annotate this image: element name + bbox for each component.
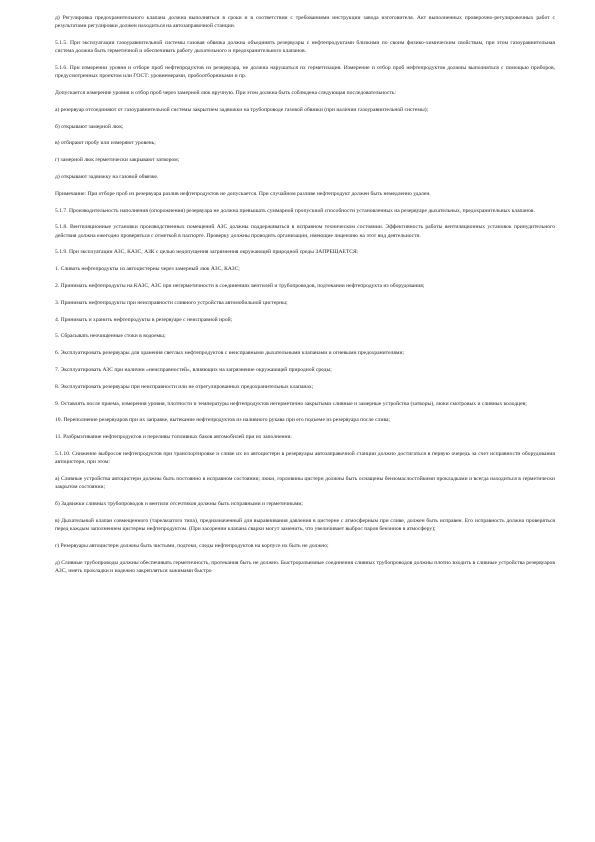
list-item: 4. Принимать и хранить нефтепродукты в резервуаре с неисправной ирой;: [55, 316, 233, 323]
list-item: 8. Эксплуатировать резервуары при неисправности или не отрегулированных предохранительных клапанах;: [55, 383, 314, 390]
list-item: 9. Оставлять после приема, измерения уровня, плотности и температуры нефтепродуктов негерметично закрытыми сливные и замерные устройства (затворы), люки смотровых и сливных колодцев;: [55, 400, 527, 407]
paragraph: 5.1.9. При эксплуатации АЗС, КАЗС, АЗК с целью недопущения загрязнения окружающей природной среды ЗАПРЕЩАЕТСЯ:: [55, 249, 359, 256]
list-item: 2. Принимать нефтепродукты на КАЗС, АЗС при негерметичности в соединениях вентилей и трубопроводов, подтекании нефтепродукта из оборудования;: [55, 282, 425, 289]
paragraph: 5.1.10. Снижение выбросов нефтепродуктов при транспортировке и сливе их из автоцистерн в резервуары автозаправочной станции должно достигаться в первую очередь за счет исправности оборудования автоцистерн, при этом:: [55, 450, 555, 466]
list-item: 3. Принимать нефтепродукты при неисправности сливного устройства автомобильной цистерны;: [55, 299, 288, 306]
paragraph: Допускается измерение уровня и отбор проб через замерной люк вручную. При этом должна быть соблюдена следующая последовательность:: [55, 90, 397, 96]
document-page: [55, 14, 555, 584]
list-item: 5. Сбрасывать неочищенные стоки в водоемы;: [55, 333, 166, 340]
paragraph: 5.1.7. Производительность наполнения (опорожнения) резервуара не должна превышать суммарной пропускной способности установленных на резервуаре дыхательных, предохранительных клапанов.: [55, 207, 535, 214]
list-item: 1. Сливать нефтепродукты из автоцистерны через замерный люк АЗС, КАЗС;: [55, 266, 240, 273]
list-item: б) Задвижки сливных трубопроводов и вентили отсечтиков должны быть исправными и герметичными;: [55, 500, 303, 507]
note-paragraph: Примечание: При отборе проб из резервуара разлив нефтепродуктов не допускается. При случайном разливе нефтепродукт должен быть немедленно удален.: [55, 190, 431, 197]
paragraph: 5.1.6. При измерении уровня и отборе проб нефтепродуктов из резервуара, не должна нарушаться их герметизация. Измерение и отбор проб нефтепродуктов должны выполняться с помощью приборов, предусмотренных проектом или ГОСТ: уровнемерами, пробоотборниками и пр.: [55, 65, 555, 80]
paragraph: б) открывают замерной люк;: [55, 123, 124, 130]
list-item: 10. Переполнение резервуаров при их заправке, вытекание нефтепродуктов из наливного рукава при его подъеме из резервуара после слива;: [55, 417, 391, 424]
paragraph: д) открывают задвижку на газовой обвязке.: [55, 173, 159, 180]
paragraph: в) отбирают пробу или измеряют уровень;: [55, 140, 156, 147]
list-item: а) Сливные устройства автоцистерн должны быть постоянно в исправном состоянии; люки, горловины цистерн должны быть оснащены бензомаслостойкими прокладками и всегда находиться в герметически закрытом состоянии;: [55, 475, 555, 491]
paragraph: 5.1.8. Вентиляционные установки производственных помещений АЗС должны поддерживаться в исправном техническом состоянии. Эффективность работы вентиляционных установок принудительного действия должна ежегодно проверяться с отметкой в паспорте. Проверку должны проводить организации, имеющие лицензию на этот вид деятельности.: [55, 224, 555, 239]
list-item: в) Дыхательный клапан совмещенного (тарельчатого типа), предназначенный для выравнивания давления в цистерне с атмосферным при сливе, должен быть исправен. Его исправность должна проверяться перед каждым заполнением цистерны нефтепродуктом. (При засорении клапана сварки могут заменить, что увеличивает выброс паров бензинов в атмосферу);: [55, 517, 555, 532]
paragraph: 5.1.5. При эксплуатации газоуравнительной системы газовая обвязка должна объединять резервуары с нефтепродуктами близкими по своим физико-химическим свойствам, при этом газоуравнительная система должна быть герметичной и обеспечивать работу дыхательного и предохранительного клапанов.: [55, 40, 555, 55]
paragraph: г) замерной люк герметически закрывают затвором;: [55, 157, 180, 164]
paragraph: д) Регулировка предохранительного клапана должна выполняться в сроки и в соответствии с требованиями инструкции завода изготовителя. Акт выполненных проверочно-регулировочных работ с результатами регулировки должен находиться на автозаправочной станции.: [55, 15, 555, 30]
list-item: 11. Разбрызгивание нефтепродуктов и переливы топливных баков автомобилей при их заполнении.: [55, 434, 292, 441]
list-item: д) Сливные трубопроводы должны обеспечивать герметичность, протекания быть не должно. Быстроразъемные соединения сливных трубопроводов должны плотно входить в сливные устройства резервуаров АЗС, иметь прокладки и надежно закрепляться зажимами быстро: [55, 559, 555, 574]
list-item: 7. Эксплуатировать АЗС при наличии «неисправностей», влияющих на загрязнение окружающей природной среды;: [55, 366, 332, 373]
list-item: 6. Эксплуатировать резервуары для хранения светлых нефтепродуктов с неисправными дыхательными клапанами и огневыми предохранителями;: [55, 350, 405, 357]
paragraph: а) резервуар отсоединяют от газоуравнительной системы закрытием задвижки на трубопроводе газовой обвязки (при наличии газоуравнительной системы);: [55, 106, 429, 113]
list-item: г) Резервуары автоцистерн должны быть чистыми, подтеки, следы нефтепродуктов на корпусе их быть не должно;: [55, 542, 329, 549]
